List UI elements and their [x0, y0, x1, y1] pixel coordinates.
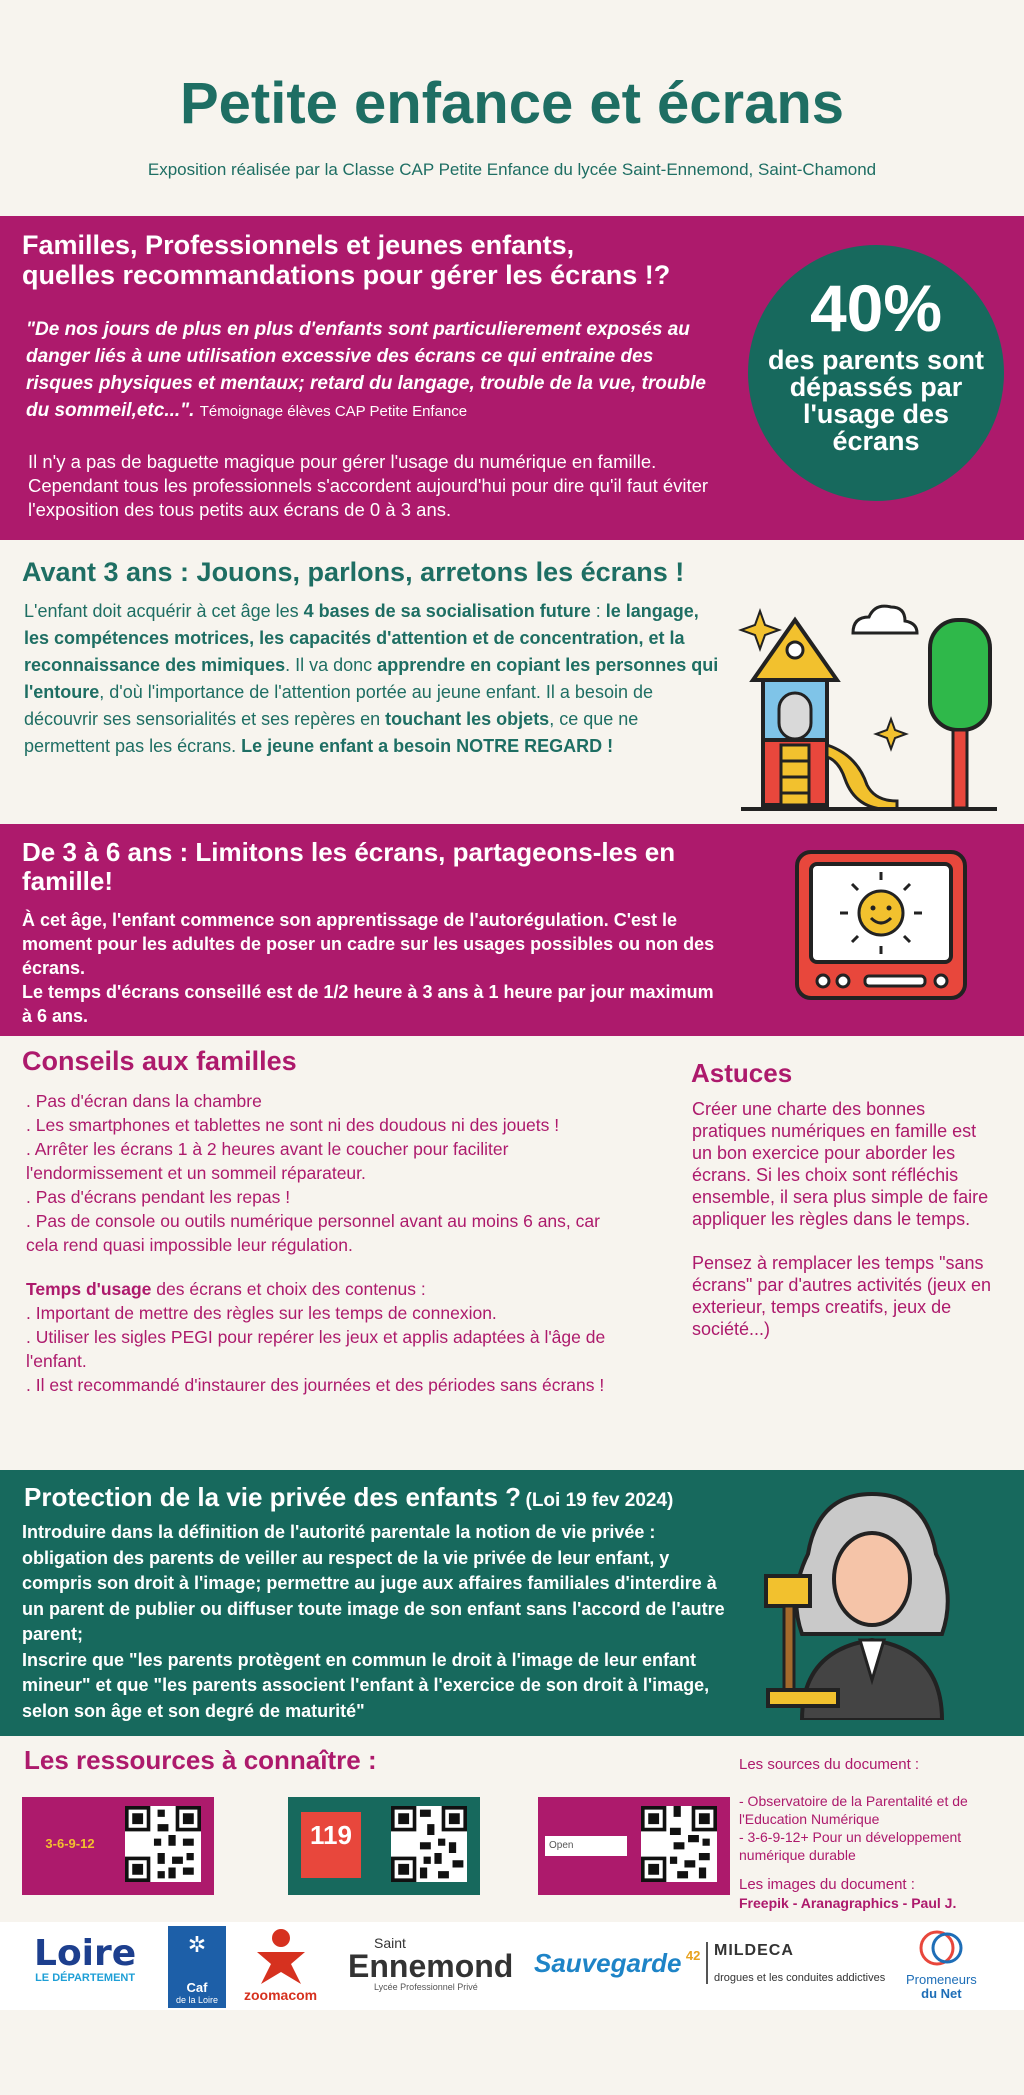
resource-logo-119: 119	[301, 1812, 361, 1878]
saint-ennemond-logo: Saint Ennemond Lycée Professionnel Privé	[348, 1935, 514, 1992]
resource-qr-3[interactable]	[538, 1797, 730, 1895]
resource-qr-1[interactable]	[22, 1797, 214, 1895]
page-title: Petite enfance et écrans	[179, 71, 845, 136]
stat-value: 40%	[809, 271, 943, 345]
qr-code	[641, 1806, 717, 1882]
section1-quote-block	[26, 316, 716, 425]
page-subtitle: Exposition réalisée par la Classe CAP Petite Enfance du lycée Saint-Ennemond, Saint-Chamond	[147, 160, 877, 179]
section2-heading: Avant 3 ans : Jouons, parlons, arretons les écrans !	[22, 557, 685, 587]
playground-illustration	[735, 585, 1005, 825]
loire-logo: Loire LE DÉPARTEMENT	[34, 1933, 137, 1984]
resource-logo-3-6-9-12: 3-6-9-12	[29, 1826, 111, 1862]
qr-code	[125, 1806, 201, 1882]
list-item: . Pas de console ou outils numérique personnel avant au moins 6 ans, car cela rend quasi impossible leur régulation.	[26, 1211, 600, 1255]
section4-heading: Conseils aux familles	[22, 1046, 297, 1076]
speech-bubble-icon	[913, 1928, 969, 1968]
promeneurs-du-net-logo: Promeneurs du Net	[906, 1928, 977, 2002]
section1-quote: "De nos jours de plus en plus d'enfants sont particulierement exposés au danger liés à une utilisation excessive des écrans ce qui entraine des risques physiques et mentaux; retard du langage, trouble de la vue, trouble du sommeil,etc...".	[26, 319, 706, 421]
resource-logo-open: Open	[545, 1836, 627, 1856]
qr-code	[391, 1806, 467, 1882]
resources-heading: Les ressources à connaître :	[24, 1745, 377, 1775]
zoomacom-logo: zoomacom	[244, 1926, 317, 2003]
section1-paragraph: Il n'y a pas de baguette magique pour gérer l'usage du numérique en famille. Cependant tous les professionnels s'accordent aujourd'hui pour dire qu'il faut éviter l'exposition des tous petits aux écrans de 0 à 3 ans.	[28, 451, 709, 520]
list-item: . Pas d'écran dans la chambre	[26, 1091, 262, 1111]
section3-text: À cet âge, l'enfant commence son apprentissage de l'autorégulation. C'est le moment pour les adultes de poser un cadre sur les usages possibles ou non des écrans. Le temps d'écrans conseillé est de 1/2 heure à 3 ans à 1 heure par jour maximum à 6 ans.	[22, 910, 715, 1026]
list-item: . Les smartphones et tablettes ne sont ni des doudous ni des jouets !	[26, 1115, 560, 1135]
list-item: . Utiliser les sigles PEGI pour repérer les jeux et applis adaptées à l'âge de l'enfant.	[26, 1327, 606, 1371]
section1-heading: Familles, Professionnels et jeunes enfants, quelles recommandations pour gérer les écrans !?	[22, 230, 671, 291]
section2-paragraph: L'enfant doit acquérir à cet âge les 4 bases de sa socialisation future : le langage, les compétences motrices, les capacités d'attention et de concentration, et la reconnaissance des mimiques. Il va donc apprendre en copiant les personnes qui l'entoure, d'où l'importance de l'attention portée au jeune enfant. Il a besoin de découvrir ses sensorialités et ses repères en touchant les objets, ce que ne permettent pas les écrans. Le jeune enfant a besoin NOTRE REGARD !	[24, 601, 719, 756]
tips-heading: Astuces	[691, 1058, 793, 1088]
sources-block: Les sources du document : - Observatoire de la Parentalité et de l'Education Numérique - 3-6-9-12+ Pour un développement numérique durable Les images du document : Freepik - Aranagraphics - Paul J.	[739, 1756, 968, 1911]
partners-footer	[0, 1922, 1024, 2010]
section1-quote-source: Témoignage élèves CAP Petite Enfance	[199, 403, 468, 420]
zoomacom-figure-icon	[251, 1926, 311, 1984]
sauvegarde-logo: Sauvegarde $^{42}$	[534, 1948, 701, 1978]
section5-text: Introduire dans la définition de l'autorité parentale la notion de vie privée : obligation des parents de veiller au respect de la vie privée de leur enfant, y compris son droit à l'image; permettre au juge aux affaires familiales d'interdire à un parent de publier ou diffuser toute image de son enfant sans l'accord de l'autre parent; Inscrire que "les parents protègent en commun le droit à l'image de leur enfant mineur" et que "les parents associent l'enfant à l'exercice de son droit à l'image, selon son âge et son degré de maturité"	[22, 1522, 725, 1721]
usage-intro: Temps d'usage des écrans et choix des contenus :	[26, 1279, 426, 1299]
stat-text: des parents sont dépassés par l'usage des écrans	[767, 345, 985, 456]
mildeca-logo: MILDECA drogues et les conduites addictives	[706, 1942, 885, 1984]
tips-text: Créer une charte des bonnes pratiques numériques en famille est un bon exercice pour aborder les écrans. Si les choix sont réfléchis ensemble, il sera plus simple de faire appliquer les règles dans le temps. Pensez à remplacer les temps "sans écrans" par d'autres activités (jeux en exterieur, temps creatifs, jeux de société...)	[692, 1099, 991, 1339]
list-item: . Pas d'écrans pendant les repas !	[26, 1187, 291, 1207]
judge-illustration	[762, 1484, 972, 1720]
section3-heading: De 3 à 6 ans : Limitons les écrans, partageons-les en famille!	[22, 837, 676, 897]
list-item: . Arrêter les écrans 1 à 2 heures avant le coucher pour faciliter l'endormissement et un sommeil réparateur.	[26, 1139, 509, 1183]
family-tips-list	[26, 1089, 636, 1397]
tv-sun-illustration	[793, 848, 969, 1004]
resource-qr-2[interactable]	[288, 1797, 480, 1895]
list-item: . Il est recommandé d'instaurer des journées et des périodes sans écrans !	[26, 1375, 605, 1395]
caf-logo: ✲ Caf de la Loire	[168, 1926, 226, 2008]
section5-heading: Protection de la vie privée des enfants ? (Loi 19 fev 2024)	[24, 1482, 674, 1512]
list-item: . Important de mettre des règles sur les temps de connexion.	[26, 1303, 497, 1323]
stat-circle	[748, 245, 1004, 501]
